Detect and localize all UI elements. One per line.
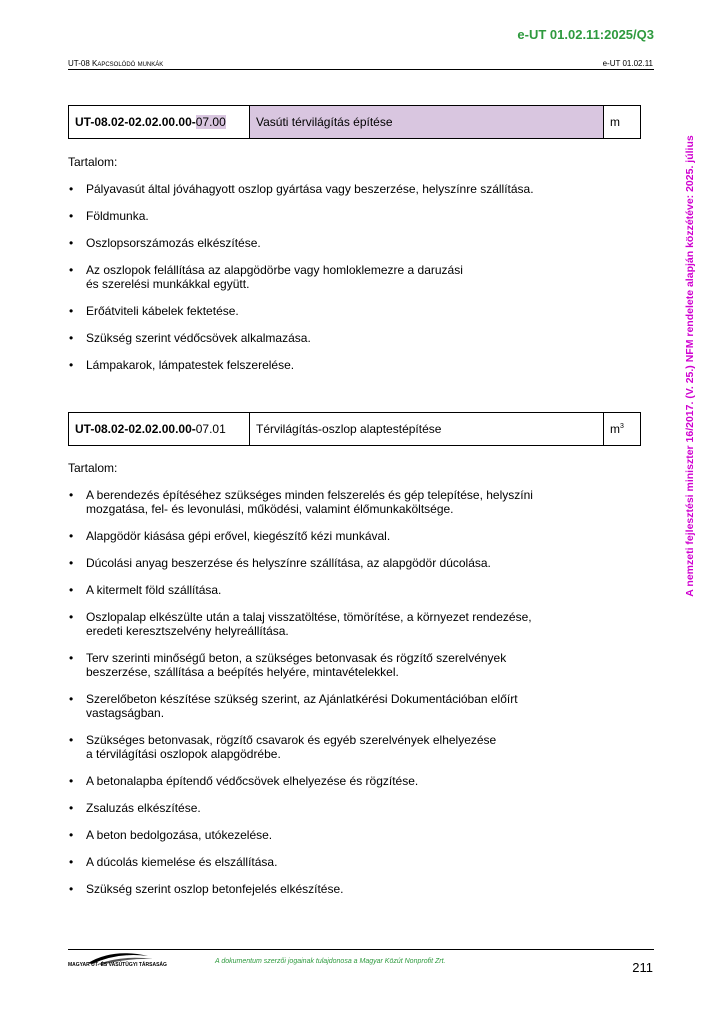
item-code	[69, 413, 250, 446]
society-logo-text: MAGYAR ÚT- ÉS VASÚTÜGYI TÁRSASÁG	[68, 962, 167, 968]
item-code-prefix: UT-08.02-02.02.00.00-	[75, 422, 196, 436]
item-row	[69, 106, 641, 139]
list-item: • Dúcolási anyag beszerzése és helyszínre szállítása, az alapgödör dúcolása.	[68, 556, 628, 570]
item-table-07-00	[68, 105, 641, 139]
copyright-notice: A dokumentum szerzői jogainak tulajdonosa a Magyar Közút Nonprofit Zrt.	[215, 958, 446, 965]
document-reference: e-UT 01.02.11	[602, 59, 653, 68]
list-item: • Szükséges betonvasak, rögzítő csavarok és egyéb szerelvények elhelyezése a térvilágítási oszlopok alapgödrébe.	[68, 733, 628, 761]
list-item: • Földmunka.	[68, 209, 628, 223]
item-code	[69, 106, 250, 139]
item-unit	[604, 106, 641, 139]
page-number: 211	[632, 960, 653, 975]
list-item: • A berendezés építéséhez szükséges minden felszerelés és gép telepítése, helyszíni mozgatása, fel- és levonulási, működési, valamint élőmunkaköltsége.	[68, 488, 628, 516]
item-title: Térvilágítás-oszlop alaptestépítése	[250, 413, 604, 446]
item-unit-text: m	[610, 115, 620, 129]
list-item: • Erőátviteli kábelek fektetése.	[68, 304, 628, 318]
document-code: e-UT 01.02.11:2025/Q3	[517, 27, 654, 42]
list-item: • Oszlopalap elkészülte után a talaj visszatöltése, tömörítése, a környezet rendezése, eredeti keresztszelvény helyreállítása.	[68, 610, 628, 638]
list-item: • A dúcolás kiemelése és elszállítása.	[68, 855, 628, 869]
list-item: • A kitermelt föld szállítása.	[68, 583, 628, 597]
item-table-07-01	[68, 412, 641, 446]
bullet-list-07-00	[68, 182, 628, 372]
list-item: • A betonalapba építendő védőcsövek elhelyezése és rögzítése.	[68, 774, 628, 788]
list-item: • Szükség szerint oszlop betonfejelés elkészítése.	[68, 882, 628, 896]
list-item: • A beton bedolgozása, utókezelése.	[68, 828, 628, 842]
item-code-suffix: 07.00	[195, 115, 226, 129]
item-unit	[604, 413, 641, 446]
item-row	[69, 413, 641, 446]
list-item: • Terv szerinti minőségű beton, a szükséges betonvasak és rögzítő szerelvények beszerzése, szállítása a beépítés helyére, mintavételekkel.	[68, 651, 628, 679]
list-item: • Alapgödör kiásása gépi erővel, kiegészítő kézi munkával.	[68, 529, 628, 543]
item-unit-sup: 3	[620, 423, 624, 430]
list-item: • Lámpakarok, lámpatestek felszerelése.	[68, 358, 628, 372]
item-title: Vasúti térvilágítás építése	[250, 106, 604, 139]
list-item: • Szerelőbeton készítése szükség szerint, az Ajánlatkérési Dokumentációban előírt vastagságban.	[68, 692, 628, 720]
item-code-prefix: UT-08.02-02.02.00.00-	[75, 115, 196, 129]
list-item: • Pályavasút által jóváhagyott oszlop gyártása vagy beszerzése, helyszínre szállítása.	[68, 182, 628, 196]
bullet-list-07-01	[68, 488, 628, 896]
side-publication-note: A nemzeti fejlesztési miniszter 16/2017. (V. 25.) NFM rendelete alapján közzétéve: 2025. július	[684, 135, 696, 597]
list-item: • Az oszlopok felállítása az alapgödörbe vagy homloklemezre a daruzási és szerelési munkákkal együtt.	[68, 263, 628, 291]
item-unit-text: m	[610, 422, 620, 436]
header-divider	[68, 69, 654, 70]
content-label: Tartalom:	[68, 155, 118, 169]
content-label: Tartalom:	[68, 461, 118, 475]
society-logo-icon	[68, 950, 168, 972]
list-item: • Zsaluzás elkészítése.	[68, 801, 628, 815]
list-item: • Szükség szerint védőcsövek alkalmazása.	[68, 331, 628, 345]
section-header-text: UT-08 Kapcsolódó munkák	[68, 59, 164, 68]
list-item: • Oszlopsorszámozás elkészítése.	[68, 236, 628, 250]
section-header	[68, 59, 163, 68]
item-code-suffix: 07.01	[195, 422, 226, 436]
